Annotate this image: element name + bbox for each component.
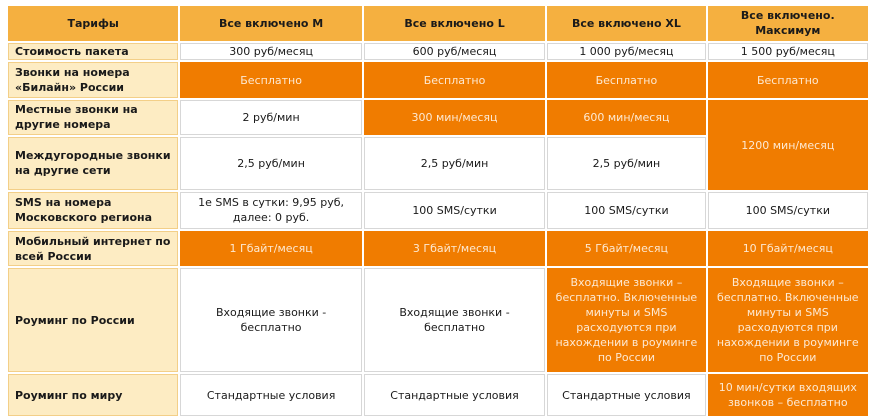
- row-label-sms: SMS на номера Московского региона: [8, 192, 178, 229]
- table-row-roaming-world: [8, 374, 868, 416]
- cell-roaming-world-m: Стандартные условия: [180, 374, 361, 416]
- cell-beeline-calls-max: Бесплатно: [708, 62, 868, 98]
- cell-internet-max: 10 Гбайт/месяц: [708, 231, 868, 267]
- cell-roaming-russia-xl: Входящие звонки – бесплатно. Включенные минуты и SMS расходуются при нахождении в роуминге по России: [547, 268, 705, 372]
- cell-roaming-russia-max: Входящие звонки – бесплатно. Включенные минуты и SMS расходуются при нахождении в роуминге по России: [708, 268, 868, 372]
- cell-calls-other-networks-max: 1200 мин/месяц: [708, 100, 868, 190]
- cell-price-max: 1 500 руб/месяц: [708, 43, 868, 61]
- table-row-local-calls: [8, 100, 868, 135]
- tariff-comparison-table: [6, 4, 870, 418]
- cell-long-distance-xl: 2,5 руб/мин: [547, 137, 705, 190]
- row-label-roaming-russia: Роуминг по России: [8, 268, 178, 372]
- table-row-sms: [8, 192, 868, 229]
- table-row-price: [8, 43, 868, 61]
- cell-roaming-world-l: Стандартные условия: [364, 374, 545, 416]
- cell-beeline-calls-xl: Бесплатно: [547, 62, 705, 98]
- cell-roaming-russia-m: Входящие звонки - бесплатно: [180, 268, 361, 372]
- row-label-price: Стоимость пакета: [8, 43, 178, 61]
- cell-beeline-calls-l: Бесплатно: [364, 62, 545, 98]
- cell-local-calls-m: 2 руб/мин: [180, 100, 361, 135]
- cell-price-xl: 1 000 руб/месяц: [547, 43, 705, 61]
- header-plan-max: Все включено. Максимум: [708, 6, 868, 41]
- row-label-long-distance: Междугородные звонки на другие сети: [8, 137, 178, 190]
- table-row-beeline-calls: [8, 62, 868, 98]
- cell-sms-m: 1е SMS в сутки: 9,95 руб, далее: 0 руб.: [180, 192, 361, 229]
- cell-long-distance-l: 2,5 руб/мин: [364, 137, 545, 190]
- cell-local-calls-xl: 600 мин/месяц: [547, 100, 705, 135]
- cell-price-m: 300 руб/месяц: [180, 43, 361, 61]
- header-plan-l: Все включено L: [364, 6, 545, 41]
- cell-roaming-world-xl: Стандартные условия: [547, 374, 705, 416]
- cell-internet-m: 1 Гбайт/месяц: [180, 231, 361, 267]
- cell-sms-l: 100 SMS/сутки: [364, 192, 545, 229]
- row-label-internet: Мобильный интернет по всей России: [8, 231, 178, 267]
- cell-beeline-calls-m: Бесплатно: [180, 62, 361, 98]
- cell-long-distance-m: 2,5 руб/мин: [180, 137, 361, 190]
- header-tariffs: Тарифы: [8, 6, 178, 41]
- row-label-roaming-world: Роуминг по миру: [8, 374, 178, 416]
- cell-internet-xl: 5 Гбайт/месяц: [547, 231, 705, 267]
- cell-roaming-russia-l: Входящие звонки - бесплатно: [364, 268, 545, 372]
- cell-sms-xl: 100 SMS/сутки: [547, 192, 705, 229]
- header-plan-m: Все включено M: [180, 6, 361, 41]
- cell-sms-max: 100 SMS/сутки: [708, 192, 868, 229]
- cell-internet-l: 3 Гбайт/месяц: [364, 231, 545, 267]
- cell-local-calls-l: 300 мин/месяц: [364, 100, 545, 135]
- table-row-internet: [8, 231, 868, 267]
- row-label-local-calls: Местные звонки на другие номера: [8, 100, 178, 135]
- row-label-beeline-calls: Звонки на номера «Билайн» России: [8, 62, 178, 98]
- header-row: [8, 6, 868, 41]
- cell-roaming-world-max: 10 мин/сутки входящих звонков – бесплатно: [708, 374, 868, 416]
- cell-price-l: 600 руб/месяц: [364, 43, 545, 61]
- table-row-roaming-russia: [8, 268, 868, 372]
- header-plan-xl: Все включено XL: [547, 6, 705, 41]
